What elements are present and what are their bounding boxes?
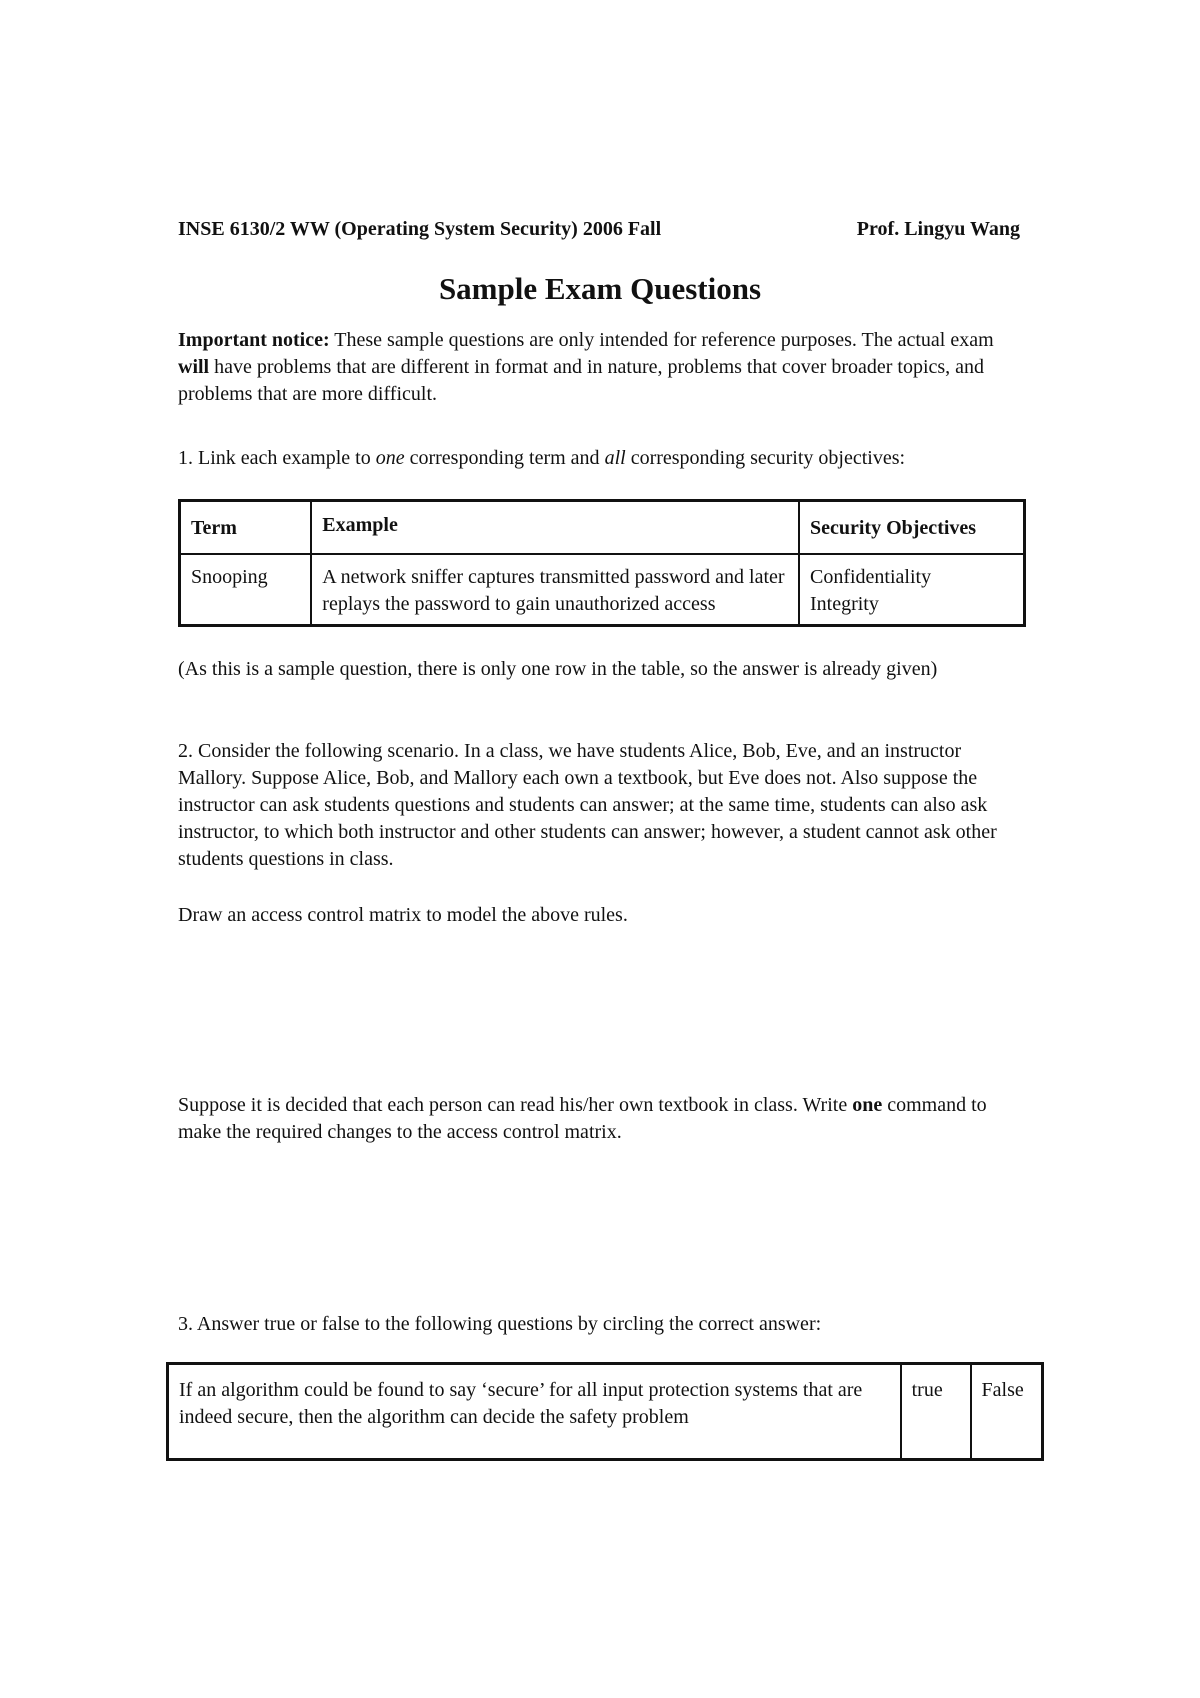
objective-integrity: Integrity xyxy=(810,593,879,615)
table-row xyxy=(168,1364,1043,1460)
followup-text-2: command to make the required changes to the access control matrix. xyxy=(178,1094,987,1143)
header-term: Term xyxy=(180,501,312,555)
question-1-note: (As this is a sample question, there is only one row in the table, so the answer is already given) xyxy=(178,658,938,680)
notice-emphasis: will xyxy=(178,356,210,378)
objective-confidentiality: Confidentiality xyxy=(810,566,932,588)
header-security-objectives: Security Objectives xyxy=(799,501,1025,555)
cell-term: Snooping xyxy=(180,554,312,626)
important-notice xyxy=(178,327,1028,408)
question-1-table xyxy=(178,499,1026,627)
option-false[interactable]: False xyxy=(971,1364,1043,1460)
question-3-prompt: 3. Answer true or false to the following questions by circling the correct answer: xyxy=(178,1313,822,1335)
option-true[interactable]: true xyxy=(901,1364,971,1460)
header-example: Example xyxy=(311,501,799,555)
question-2-task: Draw an access control matrix to model the above rules. xyxy=(178,904,628,926)
notice-text-1: These sample questions are only intended for reference purposes. The actual exam xyxy=(329,329,994,351)
q1-all: all xyxy=(604,447,626,469)
course-title: INSE 6130/2 WW (Operating System Security) 2006 Fall xyxy=(178,218,662,240)
table-row xyxy=(180,554,1025,626)
table-header-row xyxy=(180,501,1025,555)
q1-suffix: corresponding security objectives: xyxy=(625,447,906,469)
question-1-prompt xyxy=(178,445,1028,472)
cell-example: A network sniffer captures transmitted password and later replays the password to gain unauthorized access xyxy=(311,554,799,626)
q1-one: one xyxy=(375,447,405,469)
question-3-table xyxy=(166,1362,1044,1461)
question-2-followup xyxy=(178,1092,1028,1146)
notice-label: Important notice: xyxy=(178,329,330,351)
q1-middle: corresponding term and xyxy=(404,447,605,469)
professor-name: Prof. Lingyu Wang xyxy=(856,218,1020,240)
followup-text-1: Suppose it is decided that each person can read his/her own textbook in class. Write xyxy=(178,1094,853,1116)
page-title: Sample Exam Questions xyxy=(438,271,762,306)
question-2-scenario: 2. Consider the following scenario. In a class, we have students Alice, Bob, Eve, and an instructor Mallory. Suppose Alice, Bob, and Mallory each own a textbook, but Eve does not. Also suppose the instructor can ask students questions and students can answer; at the same time, students can also ask instructor, to which both instructor and other students can answer; however, a student cannot ask other students questions in class. xyxy=(178,740,997,870)
followup-bold: one xyxy=(852,1094,883,1116)
notice-text-2: have problems that are different in format and in nature, problems that cover broader topics, and problems that are more difficult. xyxy=(178,356,985,405)
q1-prefix: 1. Link each example to xyxy=(178,447,376,469)
tf-statement: If an algorithm could be found to say ‘secure’ for all input protection systems that are indeed secure, then the algorithm can decide the safety problem xyxy=(168,1364,901,1460)
cell-objectives xyxy=(799,554,1025,626)
